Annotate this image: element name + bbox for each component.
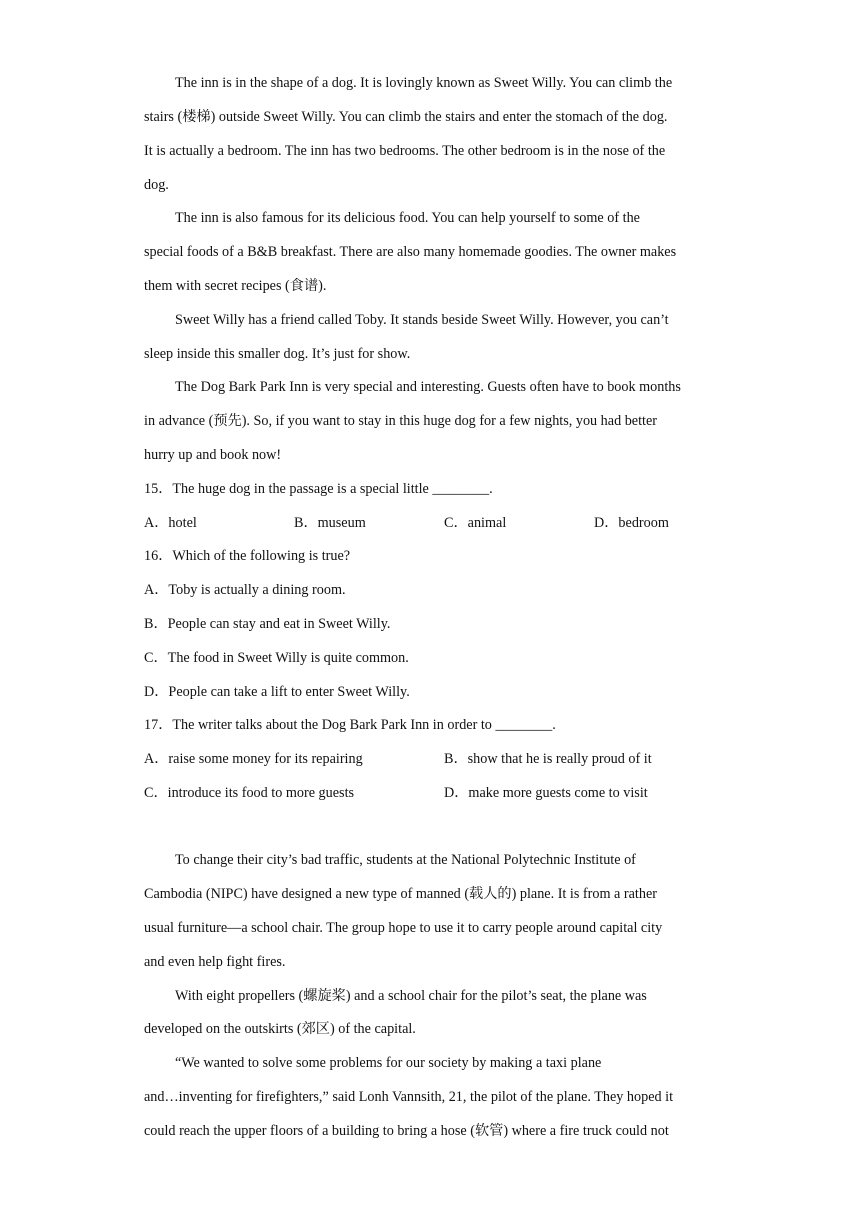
passage-2-para-1-line-4: and even help fight fires. — [144, 954, 286, 970]
question-15-option-d[interactable]: D．bedroom — [594, 515, 669, 531]
question-15-option-a[interactable]: A．hotel — [144, 515, 197, 531]
passage-2-para-3-line-3: could reach the upper floors of a building to bring a hose (软管) where a fire truck could not — [144, 1123, 669, 1139]
passage-1-para-1-line-4: dog. — [144, 177, 169, 193]
passage-1-para-3-line-2: sleep inside this smaller dog. It’s just for show. — [144, 346, 411, 362]
question-17-option-d[interactable]: D．make more guests come to visit — [444, 785, 648, 801]
passage-1-para-3-line-1: Sweet Willy has a friend called Toby. It stands beside Sweet Willy. However, you can’t — [175, 312, 669, 328]
question-17-stem: 17．The writer talks about the Dog Bark Park Inn in order to ________. — [144, 717, 556, 733]
passage-1-para-4-line-1: The Dog Bark Park Inn is very special and interesting. Guests often have to book months — [175, 379, 681, 395]
question-16-option-c[interactable]: C．The food in Sweet Willy is quite common. — [144, 650, 409, 666]
question-15-stem: 15．The huge dog in the passage is a special little ________. — [144, 481, 493, 497]
passage-2-para-2-line-2: developed on the outskirts (郊区) of the capital. — [144, 1021, 416, 1037]
question-17-option-b[interactable]: B．show that he is really proud of it — [444, 751, 652, 767]
passage-2-para-3-line-2: and…inventing for firefighters,” said Lonh Vannsith, 21, the pilot of the plane. They hoped it — [144, 1089, 674, 1105]
passage-1-para-2-line-2: special foods of a B&B breakfast. There are also many homemade goodies. The owner makes — [144, 244, 677, 260]
question-15-option-b[interactable]: B．museum — [294, 515, 366, 531]
passage-2-para-1-line-1: To change their city’s bad traffic, students at the National Polytechnic Institute of — [175, 852, 636, 868]
question-16-option-a[interactable]: A．Toby is actually a dining room. — [144, 582, 346, 598]
passage-1-para-2-line-1: The inn is also famous for its delicious food. You can help yourself to some of the — [175, 210, 640, 226]
passage-1-para-1-line-1: The inn is in the shape of a dog. It is lovingly known as Sweet Willy. You can climb the — [175, 75, 673, 91]
question-16-stem: 16．Which of the following is true? — [144, 548, 351, 564]
question-17-option-a[interactable]: A．raise some money for its repairing — [144, 751, 363, 767]
question-16-option-b[interactable]: B．People can stay and eat in Sweet Willy. — [144, 616, 391, 632]
passage-1-para-1-line-2: stairs (楼梯) outside Sweet Willy. You can climb the stairs and enter the stomach of the dog. — [144, 109, 668, 125]
passage-1-para-4-line-3: hurry up and book now! — [144, 447, 282, 463]
question-15-option-c[interactable]: C．animal — [444, 515, 507, 531]
passage-2-para-3-line-1: “We wanted to solve some problems for our society by making a taxi plane — [175, 1055, 602, 1071]
passage-1-para-4-line-2: in advance (预先). So, if you want to stay in this huge dog for a few nights, you had better — [144, 413, 658, 429]
passage-2-para-1-line-2: Cambodia (NIPC) have designed a new type of manned (载人的) plane. It is from a rather — [144, 886, 657, 902]
question-16-option-d[interactable]: D．People can take a lift to enter Sweet Willy. — [144, 684, 410, 700]
question-17-option-c[interactable]: C．introduce its food to more guests — [144, 785, 355, 801]
passage-2-para-2-line-1: With eight propellers (螺旋桨) and a school chair for the pilot’s seat, the plane was — [175, 988, 647, 1004]
passage-2-para-1-line-3: usual furniture—a school chair. The group hope to use it to carry people around capital city — [144, 920, 663, 936]
passage-1-para-1-line-3: It is actually a bedroom. The inn has two bedrooms. The other bedroom is in the nose of the — [144, 143, 666, 159]
passage-1-para-2-line-3: them with secret recipes (食谱). — [144, 278, 327, 294]
